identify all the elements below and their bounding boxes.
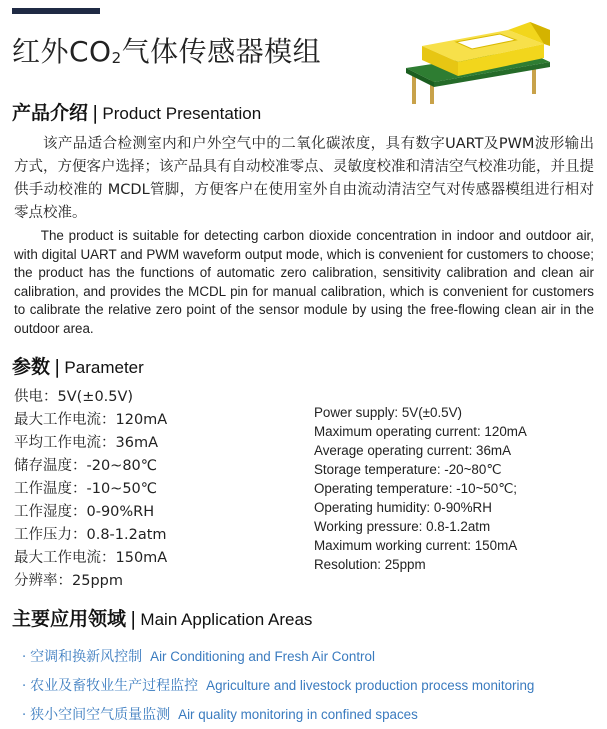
application-list: [22, 642, 534, 729]
parameter-list-en: [314, 403, 527, 574]
param-max-working-current-en: Maximum working current: 150mA: [314, 538, 518, 553]
param-operating-temp-cn: 工作温度：-10~50℃: [14, 481, 158, 497]
product-description-cn: 该产品适合检测室内和户外空气中的二氧化碳浓度，具有数字UART及PWM波形输出方式，方便客户选择；该产品具有自动校准零点、灵敏度校准和清洁空气校准功能，并且提供手动校准的 MCDL管脚，方便客户在使用室外自由流动清洁空气对传感器模组进行相对零点校准。: [14, 136, 594, 221]
param-max-operating-current-en: Maximum operating current: 120mA: [314, 424, 527, 439]
application-item: [22, 700, 534, 729]
product-description-en: The product is suitable for detecting carbon dioxide concentration in indoor and outdoor air, with digital UART and PWM waveform output mode, which is convenient for customers to choose; the product has the functions of automatic zero calibration, sensitivity calibration and clean air calibration, and provides the MCDL pin for manual calibration, which is convenient for customers to calibrate the relative zero point of the sensor module by using the free-flowing clean air in the outdoor area.: [14, 228, 594, 336]
bullet-dot: ·: [22, 708, 27, 723]
param-operating-temp-en: Operating temperature: -10~50℃;: [314, 481, 517, 496]
parameter-section-title-en: Parameter: [64, 358, 144, 377]
application-item-cn: 空调和换新风控制: [30, 649, 143, 665]
param-max-operating-current-cn: 最大工作电流：120mA: [14, 412, 168, 428]
param-power-supply-en: Power supply: 5V(±0.5V): [314, 405, 463, 420]
parameter-section-title-cn: 参数: [12, 356, 51, 378]
application-item-cn: 农业及畜牧业生产过程监控: [30, 678, 199, 694]
application-item: [22, 642, 534, 671]
application-item-en: Air quality monitoring in confined spaces: [178, 707, 418, 722]
co2-sensor-module-icon: [404, 16, 554, 106]
bullet-dot: ·: [22, 679, 27, 694]
application-item-en: Air Conditioning and Fresh Air Control: [150, 649, 375, 664]
param-working-pressure-en: Working pressure: 0.8-1.2atm: [314, 519, 491, 534]
page-title-subscript: 2: [111, 49, 122, 67]
application-item-cn: 狭小空间空气质量监测: [30, 707, 171, 723]
product-section-heading: [12, 98, 261, 125]
param-resolution-cn: 分辨率：25ppm: [14, 573, 123, 589]
product-section-title-en: Product Presentation: [102, 104, 262, 123]
applications-section-heading: [12, 604, 312, 631]
bullet-dot: ·: [22, 650, 27, 665]
page-title: [12, 30, 321, 70]
parameter-section-heading: [12, 352, 144, 379]
param-operating-humidity-cn: 工作湿度：0-90%RH: [14, 504, 155, 520]
section-separator: |: [54, 356, 61, 378]
application-item: [22, 671, 534, 700]
param-average-current-en: Average operating current: 36mA: [314, 443, 512, 458]
param-power-supply-cn: 供电：5V(±0.5V): [14, 389, 134, 405]
application-item-en: Agriculture and livestock production process monitoring: [206, 678, 535, 693]
page-title-suffix: 气体传感器模组: [121, 35, 322, 68]
param-max-working-current-cn: 最大工作电流：150mA: [14, 550, 168, 566]
applications-section-title-cn: 主要应用领域: [12, 608, 127, 630]
product-section-title-cn: 产品介绍: [12, 102, 89, 124]
param-resolution-en: Resolution: 25ppm: [314, 557, 426, 572]
applications-section-title-en: Main Application Areas: [140, 610, 313, 629]
section-separator: |: [130, 608, 137, 630]
header-accent-bar: [12, 8, 100, 14]
page-title-prefix: 红外CO: [12, 35, 112, 68]
param-storage-temp-en: Storage temperature: -20~80℃: [314, 462, 502, 477]
param-average-current-cn: 平均工作电流：36mA: [14, 435, 158, 451]
section-separator: |: [92, 102, 99, 124]
param-operating-humidity-en: Operating humidity: 0-90%RH: [314, 500, 492, 515]
param-working-pressure-cn: 工作压力：0.8-1.2atm: [14, 527, 167, 543]
param-storage-temp-cn: 储存温度：-20~80℃: [14, 458, 158, 474]
parameter-list-cn: [14, 386, 167, 593]
